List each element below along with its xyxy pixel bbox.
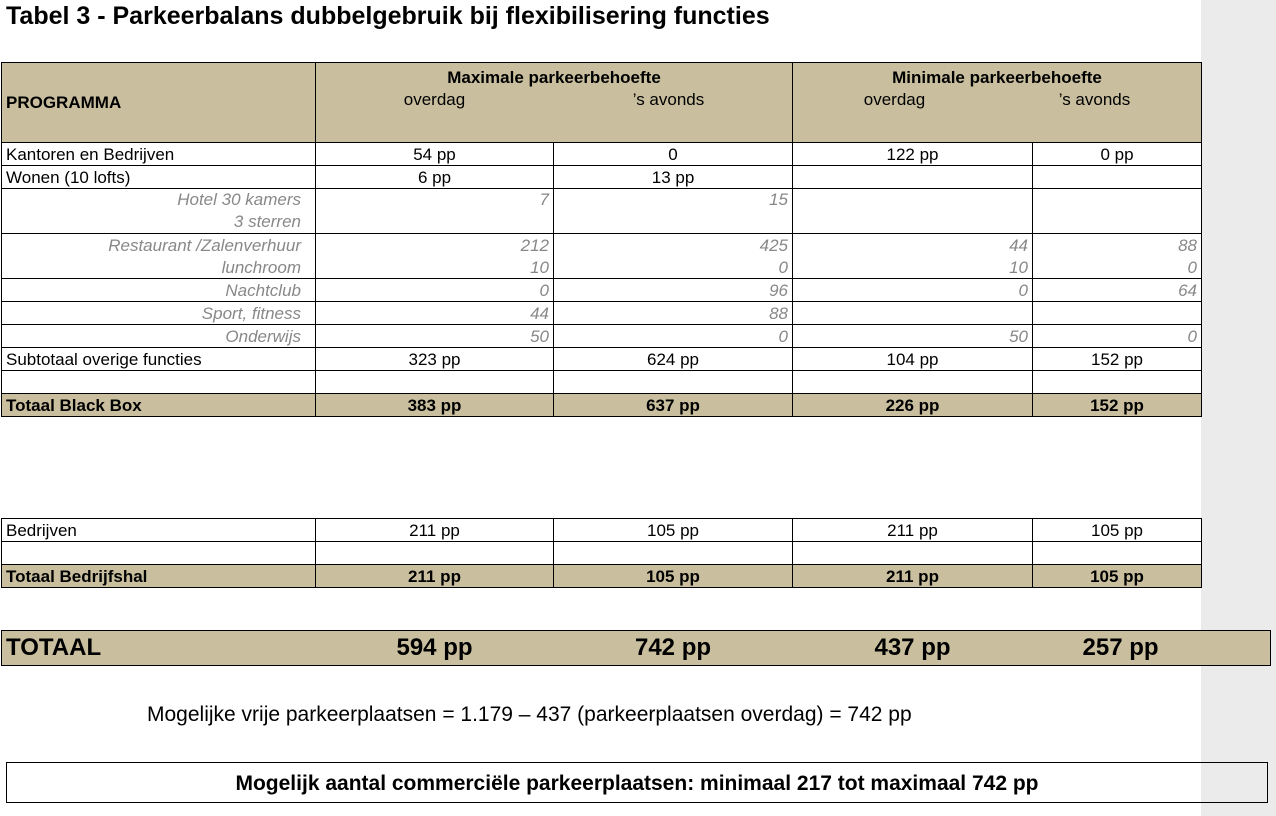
header-min-title: Minimale parkeerbehoefte xyxy=(892,68,1102,87)
table-row: Onderwijs 50 0 50 0 xyxy=(2,325,1202,348)
header-max-overdag: overdag xyxy=(403,90,466,109)
total-black-box-row: Totaal Black Box 383 pp 637 pp 226 pp 152 pp xyxy=(2,394,1202,417)
header-max-title: Maximale parkeerbehoefte xyxy=(447,68,661,87)
bedrijfshal-table xyxy=(1,518,1202,588)
table-row: Nachtclub 0 96 0 64 xyxy=(2,279,1202,302)
total-bedrijfshal-row: Totaal Bedrijfshal 211 pp 105 pp 211 pp 105 pp xyxy=(2,565,1202,588)
header-max-avonds: ’s avonds xyxy=(632,90,705,109)
empty-row xyxy=(2,542,1202,565)
header-min-overdag: overdag xyxy=(863,90,926,109)
header-min-avonds: ’s avonds xyxy=(1058,90,1131,109)
table-row: Sport, fitness 44 88 xyxy=(2,302,1202,325)
free-spaces-note: Mogelijke vrije parkeerplaatsen = 1.179 – 437 (parkeerplaatsen overdag) = 742 pp xyxy=(147,703,912,726)
parking-table xyxy=(1,62,1202,417)
table-row: Restaurant /Zalenverhuur 212 425 44 88 xyxy=(2,234,1202,257)
summary-box: Mogelijk aantal commerciële parkeerplaatsen: minimaal 217 tot maximaal 742 pp xyxy=(6,762,1268,803)
grand-total-row: TOTAAL 594 pp 742 pp 437 pp 257 pp xyxy=(2,631,1271,666)
header-min xyxy=(793,63,1202,143)
grand-total-table xyxy=(1,630,1271,666)
table-row: Kantoren en Bedrijven 54 pp 0 122 pp 0 pp xyxy=(2,143,1202,166)
table-row: Wonen (10 lofts) 6 pp 13 pp xyxy=(2,166,1202,189)
page-margin xyxy=(1201,0,1276,816)
table-row: lunchroom 10 0 10 0 xyxy=(2,256,1202,279)
header-row xyxy=(2,63,1202,143)
header-programma: PROGRAMMA xyxy=(2,63,316,143)
header-max xyxy=(316,63,793,143)
empty-row xyxy=(2,371,1202,394)
table-row: Hotel 30 kamers 3 sterren 7 15 xyxy=(2,189,1202,234)
page-title: Tabel 3 - Parkeerbalans dubbelgebruik bij flexibilisering functies xyxy=(6,2,770,30)
subtotal-row: Subtotaal overige functies 323 pp 624 pp 104 pp 152 pp xyxy=(2,348,1202,371)
table-row: Bedrijven 211 pp 105 pp 211 pp 105 pp xyxy=(2,519,1202,542)
